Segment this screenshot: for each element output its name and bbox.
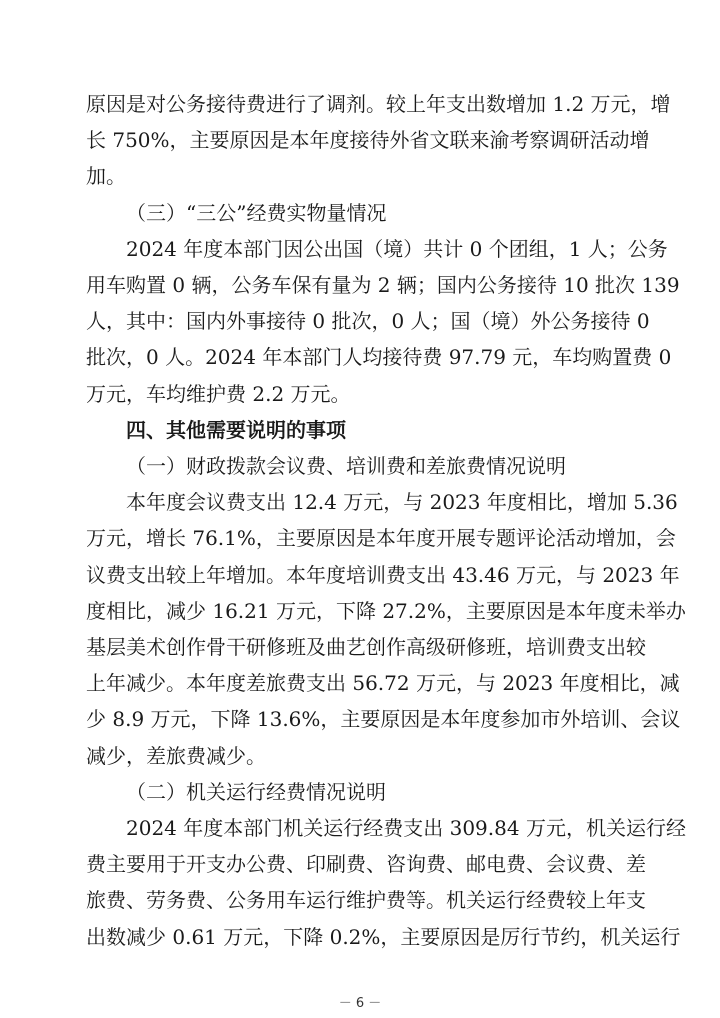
paragraph-line: 旅费、劳务费、公务用车运行维护费等。机关运行经费较上年支 (86, 888, 646, 913)
paragraph-line: 长 750%，主要原因是本年度接待外省文联来渝考察调研活动增 (86, 128, 650, 153)
paragraph-line: 费主要用于开支办公费、印刷费、咨询费、邮电费、会议费、差 (86, 852, 646, 877)
paragraph-line: 万元，车均维护费 2.2 万元。 (86, 381, 351, 406)
paragraph-line: 少 8.9 万元，下降 13.6%，主要原因是本年度参加市外培训、会议 (86, 707, 681, 732)
paragraph-line: 基层美术创作骨干研修班及曲艺创作高级研修班，培训费支出较 (86, 635, 646, 659)
paragraph-line: 原因是对公务接待费进行了调剂。较上年支出数增加 1.2 万元，增 (86, 92, 671, 116)
paragraph-line: 万元，增长 76.1%，主要原因是本年度开展专题评论活动增加，会 (86, 526, 676, 551)
paragraph-line: 人，其中：国内外事接待 0 批次，0 人；国（境）外公务接待 0 (86, 309, 650, 334)
section-heading: （三）“三公”经费实物量情况 (126, 200, 387, 225)
paragraph-line: 2024 年度本部门因公出国（境）共计 0 个团组，1 人；公务 (126, 236, 668, 261)
paragraph-line: 出数减少 0.61 万元，下降 0.2%，主要原因是厉行节约，机关运行 (86, 924, 681, 949)
paragraph-line: 上年减少。本年度差旅费支出 56.72 万元，与 2023 年度相比，减 (86, 671, 680, 696)
paragraph-line: 度相比，减少 16.21 万元，下降 27.2%，主要原因是本年度未举办 (86, 598, 686, 623)
paragraph-line: 2024 年度本部门机关运行经费支出 309.84 万元，机关运行经 (126, 816, 686, 840)
paragraph-line: 本年度会议费支出 12.4 万元，与 2023 年度相比，增加 5.36 (126, 490, 678, 515)
paragraph-line: 批次，0 人。2024 年本部门人均接待费 97.79 元，车均购置费 0 (86, 345, 672, 370)
section-heading: （一）财政拨款会议费、培训费和差旅费情况说明 (126, 454, 566, 478)
page-number: － 6 － (338, 996, 382, 1011)
chapter-heading: 四、其他需要说明的事项 (126, 417, 346, 442)
paragraph-line: 减少，差旅费减少。 (86, 743, 266, 768)
paragraph-line: 加。 (86, 164, 126, 189)
paragraph-line: 议费支出较上年增加。本年度培训费支出 43.46 万元，与 2023 年 (86, 562, 680, 587)
section-heading: （二）机关运行经费情况说明 (126, 779, 386, 804)
paragraph-line: 用车购置 0 辆，公务车保有量为 2 辆；国内公务接待 10 批次 139 (86, 273, 680, 297)
